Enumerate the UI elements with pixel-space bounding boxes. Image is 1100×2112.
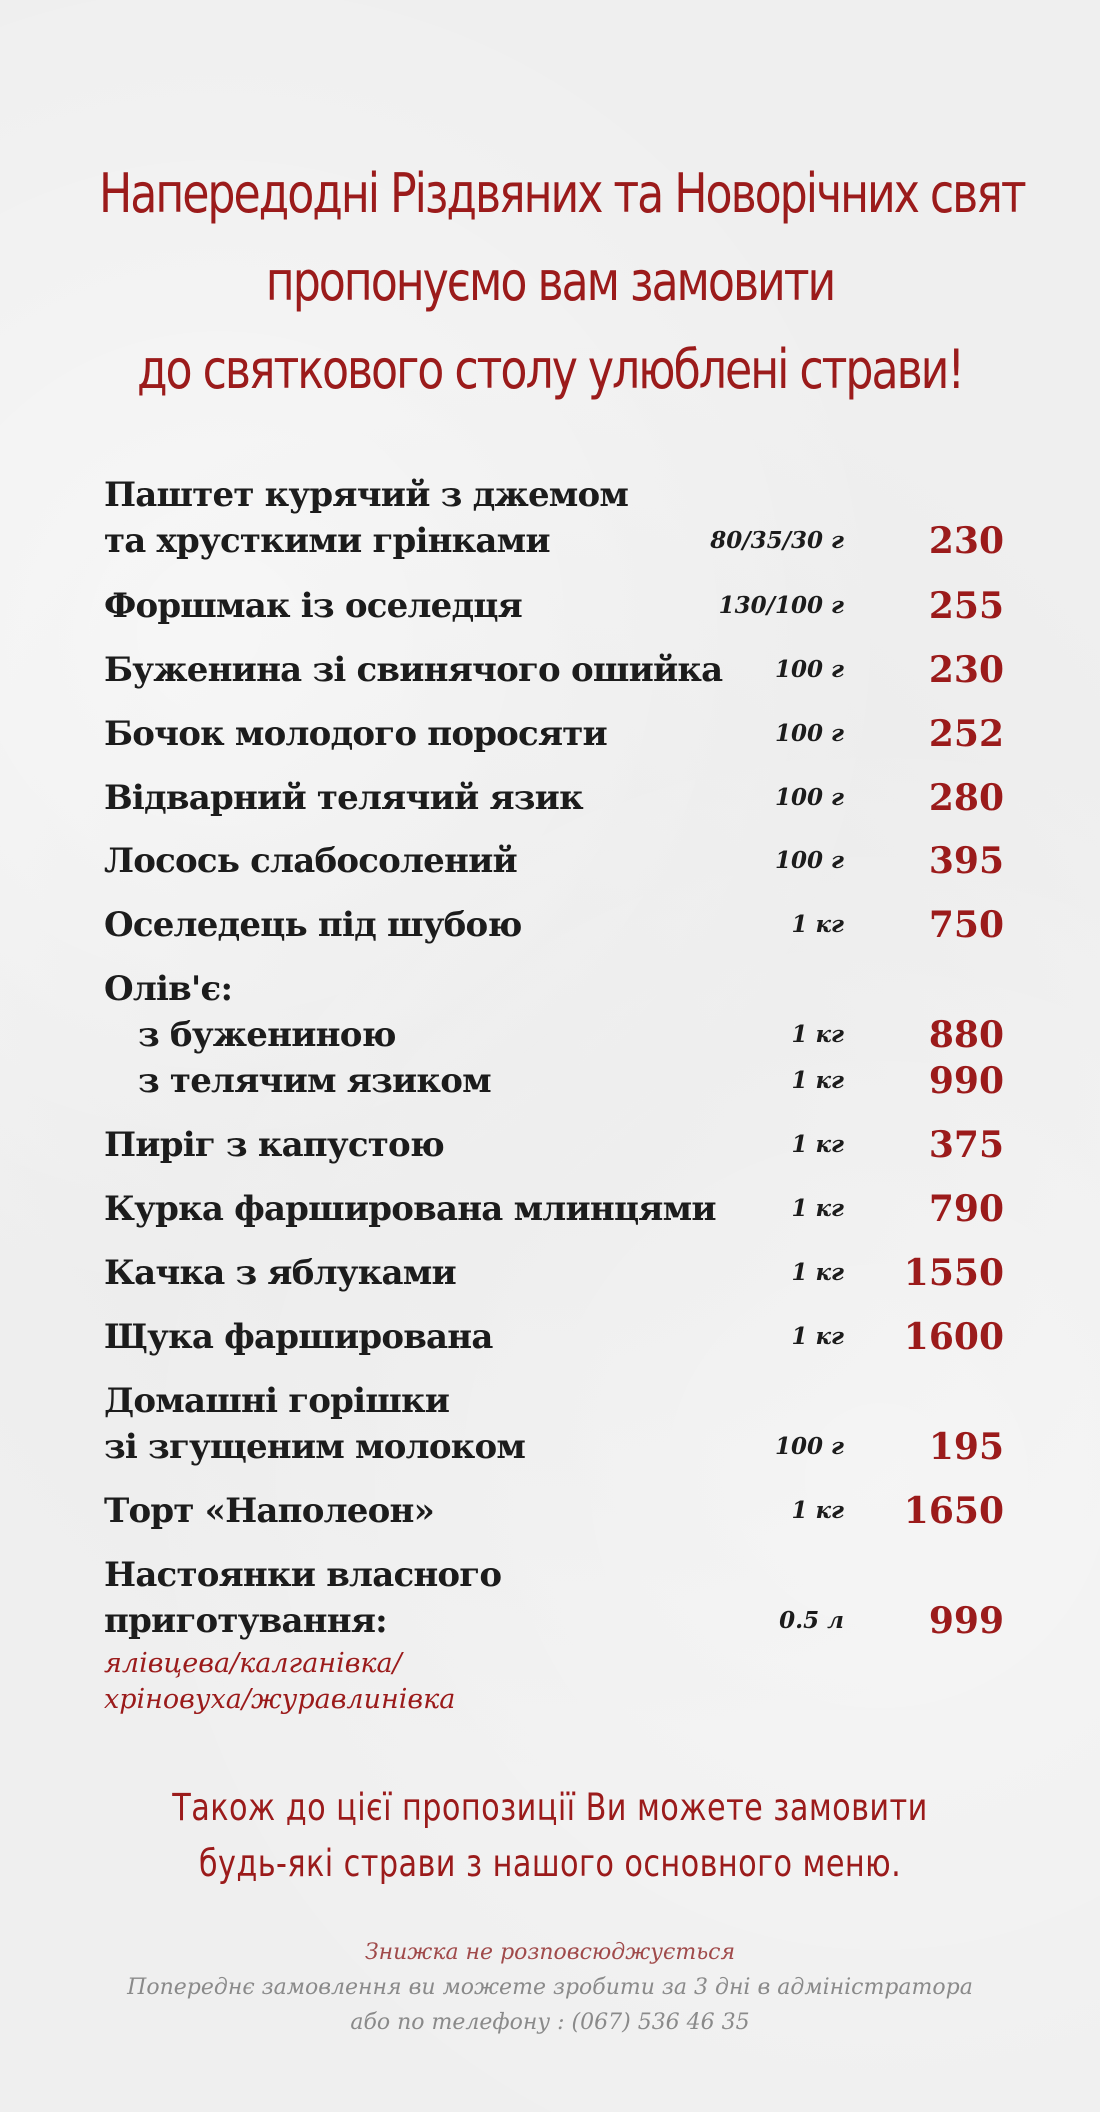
offer-line-2: будь-які страви з нашого основного меню. xyxy=(198,1842,902,1885)
menu-item-weight: 0.5 л xyxy=(779,1607,844,1634)
menu-item-price: 1650 xyxy=(903,1490,1004,1532)
menu-item-price: 790 xyxy=(928,1188,1004,1230)
menu-item-price: 195 xyxy=(928,1426,1004,1468)
menu-item-weight: 100 г xyxy=(775,720,844,747)
menu-item-name: Олів'є: xyxy=(104,969,233,1009)
menu-item-price: 280 xyxy=(928,777,1004,819)
menu-item-weight: 100 г xyxy=(775,784,844,811)
menu-item-name: з телячим язиком xyxy=(138,1061,491,1101)
menu-item-name: Відварний телячий язик xyxy=(104,778,583,818)
menu-item-name: Качка з яблуками xyxy=(104,1253,456,1293)
headline-line-2: пропонуємо вам замовити xyxy=(265,250,835,313)
menu-item-price: 1600 xyxy=(903,1316,1004,1358)
menu-item-weight: 100 г xyxy=(775,847,844,874)
headline-line-1: Напередодні Різдвяних та Новорічних свят xyxy=(99,162,1025,225)
menu-item-name: Лосось слабосолений xyxy=(104,841,517,881)
menu-item-name: Паштет курячий з джемом xyxy=(104,475,629,515)
menu-item-name: Буженина зі свинячого ошийка xyxy=(104,650,723,690)
menu-item-name: Щука фарширована xyxy=(104,1317,493,1357)
menu-item-weight: 1 кг xyxy=(791,1195,844,1222)
menu-item-weight: 1 кг xyxy=(791,1021,844,1048)
menu-item-name: приготування: xyxy=(104,1601,387,1641)
menu-item-subtitle: хріновуха/журавлинівка xyxy=(104,1684,456,1715)
offer-text xyxy=(99,1780,1001,1892)
menu-item-name: Бочок молодого поросяти xyxy=(104,714,607,754)
menu-item-price: 230 xyxy=(928,520,1004,562)
menu-item-price: 750 xyxy=(928,904,1004,946)
menu-item-name: Домашні горішки xyxy=(104,1381,450,1421)
menu-item-weight: 130/100 г xyxy=(718,592,844,619)
menu-item-name: Настоянки власного xyxy=(104,1555,502,1595)
menu-item-price: 990 xyxy=(928,1060,1004,1102)
menu-item-price: 999 xyxy=(928,1600,1004,1642)
menu-item-weight: 1 кг xyxy=(791,1067,844,1094)
menu-item-weight: 1 кг xyxy=(791,1323,844,1350)
menu-item-name: Пиріг з капустою xyxy=(104,1125,444,1165)
offer-line-1: Також до цієї пропозиції Ви можете замовити xyxy=(172,1786,928,1829)
menu-item-name: Курка фарширована млинцями xyxy=(104,1189,716,1229)
discount-note: Знижка не розповсюджується xyxy=(364,1940,736,1965)
menu-item-weight: 1 кг xyxy=(791,1497,844,1524)
footer xyxy=(0,1935,1100,2040)
menu-item-name: Форшмак із оселедця xyxy=(104,586,522,626)
menu-item-name: зі згущеним молоком xyxy=(104,1427,526,1467)
headline-line-3: до святкового столу улюблені страви! xyxy=(136,338,964,401)
menu-item-weight: 100 г xyxy=(775,1433,844,1460)
menu-item-price: 375 xyxy=(928,1124,1004,1166)
phone-info: або по телефону : (067) 536 46 35 xyxy=(350,2010,750,2035)
headline xyxy=(99,150,1025,414)
menu-item-name: Торт «Наполеон» xyxy=(104,1491,435,1531)
menu-item-price: 1550 xyxy=(903,1252,1004,1294)
menu-item-price: 230 xyxy=(928,649,1004,691)
menu-item-subtitle: ялівцева/калганівка/ xyxy=(104,1648,402,1679)
menu-item-price: 252 xyxy=(928,713,1004,755)
menu-item-name: та хрусткими грінками xyxy=(104,521,550,561)
menu-item-weight: 100 г xyxy=(775,656,844,683)
preorder-info: Попереднє замовлення ви можете зробити за 3 дні в адміністратора xyxy=(127,1975,973,2000)
menu-item-name: Оселедець під шубою xyxy=(104,905,522,945)
menu-item-weight: 1 кг xyxy=(791,1131,844,1158)
menu-item-weight: 1 кг xyxy=(791,911,844,938)
menu-item-weight: 1 кг xyxy=(791,1259,844,1286)
menu-item-weight: 80/35/30 г xyxy=(710,527,844,554)
menu-item-price: 880 xyxy=(928,1014,1004,1056)
menu-item-name: з бужениною xyxy=(138,1015,396,1055)
menu-item-price: 255 xyxy=(928,585,1004,627)
menu-item-price: 395 xyxy=(928,840,1004,882)
